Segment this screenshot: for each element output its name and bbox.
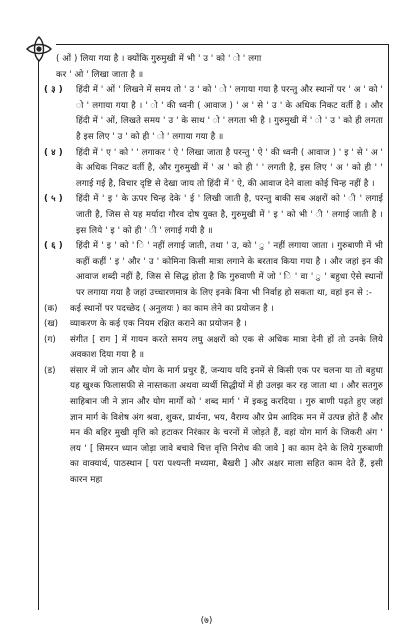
intro-line: कर ' ओ ' लिखा जाता है ॥: [56, 69, 144, 80]
sub-item-marker: (ख): [44, 319, 59, 330]
sub-item-marker: (क): [44, 303, 58, 314]
sub-item: [44, 317, 383, 333]
item-text: हिंदी में ' ए ' को ' ' लगाकर ' ऐ ' लिखा जाता है परन्तु ' ऐ ' की ध्वनी ( आवाज ) ' इ ' से ' अ ' के अधिक निकट वर्ती है, और गुरुमुखी में ' अ ' को ही ' ' लगती है, इस लिए ' अ ' को ही ' ' लगाई गई है, विचार दृष्टि से देखा जाय तो हिंदी में ' ऐ, की आवाज देने वाला कोई चिन्ह नहीं है ।: [76, 147, 383, 189]
numbered-item: [44, 239, 383, 301]
item-text: हिंदी में ' इ ' के ऊपर चिन्ह देके ' ई ' लिखी जाती है, परन्तु बाकी सब अक्षरों को ' ी ' लगाई जाती है, जिस से यह मर्यादा गौरव दोष युक्त है, गुरुमुखी में ' इ ' को भी ' ी ' लगाई जाती है । इस लिये ' इ ' को ही ' ी ' लगाई गयी है ॥: [76, 194, 383, 236]
sub-item-marker: (ड): [44, 365, 56, 376]
page-number: (७): [200, 616, 213, 626]
border-top: [56, 44, 389, 45]
numbered-item: [44, 146, 383, 193]
item-text: हिंदी में ' ओं ' लिखने में समय तो ' उ ' को ' ो ' लगाया गया है परन्तु और स्थानों पर ' अ ' को ' ो ' लगाया गया है । ' ो ' की ध्वनी ( आवाज ) ' अ ' से ' उ ' के अधिक निकट वर्ती है । और हिंदी में ' ओं, लिखते समय ' उ ' के साथ ' ो ' लगता भी है । गुरुमुखी में ' ो ' उ ' को ही लगता है इस लिए ' उ ' को ही ' ो ' लगाया गया है ॥: [76, 85, 383, 142]
sub-item-marker: (ग): [44, 334, 56, 345]
sub-item-text: संगीत [ राग ] में गायन करते समय लघु अक्षरों को एक से अधिक मात्रा देनी हों तो उनके लिये अवकाश दिया गया है ॥: [70, 334, 383, 361]
item-text: हिंदी में ' इ ' को ' ि ' नहीं लगाई जाती, तथा ' उ, को ' ु ' नहीं लगाया जाता । गुरुबाणी में भी कहीं कहीं ' इ ' और ' उ ' कोमिना किसी मात्रा लगाने के बरताव किया गया है । और जहां इन की आवाज शब्दी नहीं है, जिस से सिद्ध होता है कि गुरुवाणी में जो ' ि ' वा ' ु ' बहुधा ऐसे स्थानों पर लगाया गया है जहां उच्चारणमात्र के लिए इनके बिना भी निर्वाह हो सकता था, वहां इन से :-: [76, 241, 383, 298]
numbered-item: [44, 83, 383, 145]
sub-item-text: व्याकरण के कई एक नियम रक्षित कराने का प्रयोजन है ।: [70, 319, 247, 330]
document-body: [44, 52, 383, 489]
item-number: ( ६ ): [44, 241, 63, 252]
border-right: [388, 44, 389, 610]
item-number: ( ४ ): [44, 147, 63, 158]
sub-item: [44, 364, 383, 489]
item-number: ( ५ ): [44, 194, 63, 205]
item-number: ( ३ ): [44, 85, 63, 96]
sub-item: [44, 302, 383, 318]
sub-item: [44, 333, 383, 364]
intro-line: ( ओं ) लिया गया है । क्योंकि गुरुमुखी में भी ' उ ' को ' ो ' लगा: [56, 54, 262, 64]
border-left: [38, 60, 39, 610]
sub-item-text: कई स्थानों पर पदच्छेद ( अनुलयः ) का काम लेने का प्रयोजन है ।: [70, 303, 274, 314]
numbered-item: [44, 192, 383, 239]
sub-item-text: संसार में जो ज्ञान और योग के मार्ग प्रचुर हैं, जन्याय यदि इनमें से किसी एक पर चलना या तो बहुधा यह खुश्क फिलासफी से नास्तकता अथवा व्यर्थी सिद्धीयों में ही उलझ कर रह जाता था । और सतगुरु साहिबान जी ने ज्ञान और योग मार्गों को ' शब्द मार्ग ' में इकट्ठ करदिया । गुरु बाणी पढ़ते हुए जहां ज्ञान मार्ग के विशेष अंग श्रवा, शुकर, प्रार्थना, भय, वैराग्य और प्रेम आदिक मन में उत्पन्न होते हैं और मन की बहिर मुखी वृत्ति को हटाकर निरंकार के चरनों में जोड़ते हैं, वहां योग मार्ग के जिकरी अंग ' लय ' [ सिमरन ध्यान जोड़ा जावे बचावे चित्त वृत्ति निरोध की जावे ] का काम देने के लिये गुरुबाणी का वाक्यार्थ, पाठस्थान [ परा पश्यन्ती मध्यमा, बैखरी ] और अक्षर माला सहित काम देते हैं, इसी कारन महा: [70, 365, 383, 486]
